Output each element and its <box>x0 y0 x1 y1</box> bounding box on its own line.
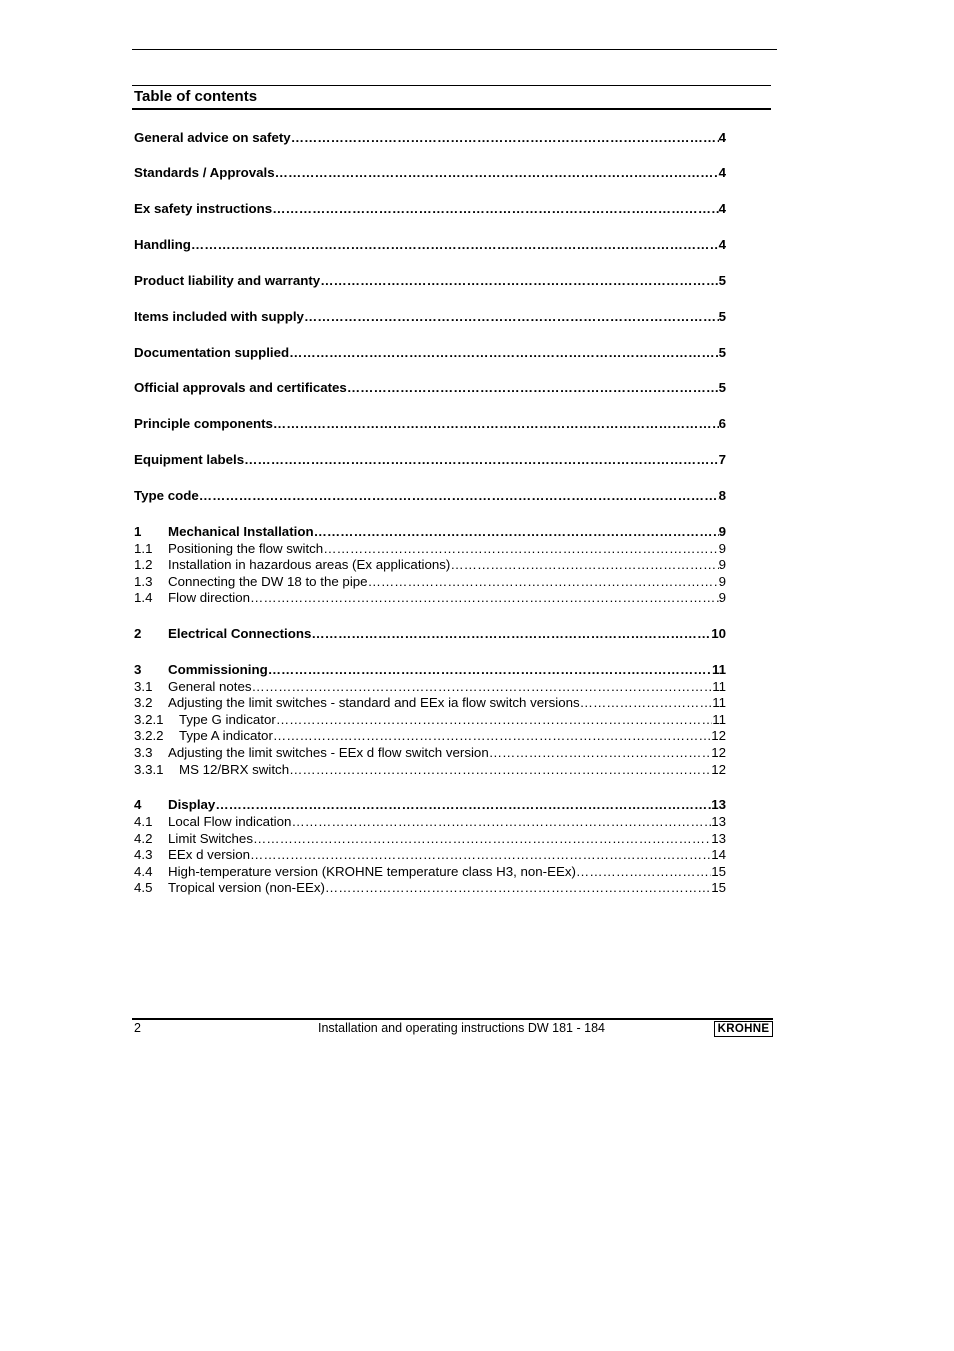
toc-entry[interactable] <box>134 661 726 678</box>
toc-leader-dots <box>199 487 719 504</box>
toc-entry[interactable] <box>134 540 726 557</box>
toc-leader-dots <box>250 589 719 606</box>
toc-entry[interactable] <box>134 796 726 813</box>
toc-entry-page: 13 <box>711 814 726 829</box>
toc-leader-dots <box>576 863 711 880</box>
toc-leader-dots <box>268 661 712 678</box>
page-title: Table of contents <box>134 88 258 105</box>
toc-entry[interactable] <box>134 487 726 504</box>
toc-leader-dots <box>314 523 719 540</box>
toc-leader-dots <box>276 711 712 728</box>
heading-rule-bottom <box>132 108 771 110</box>
toc-entry-page: 11 <box>712 712 726 727</box>
toc-entry-page: 9 <box>718 574 726 589</box>
toc-entry-page: 8 <box>718 488 726 503</box>
toc-leader-dots <box>347 379 719 396</box>
krohne-logo: KROHNE <box>714 1021 773 1037</box>
toc-leader-dots <box>252 678 713 695</box>
toc-entry[interactable] <box>134 379 726 396</box>
toc-leader-dots <box>273 415 719 432</box>
toc-leader-dots <box>320 272 718 289</box>
toc-entry[interactable] <box>134 813 726 830</box>
toc-entry-number: 3 <box>134 662 142 677</box>
toc-leader-dots <box>368 573 719 590</box>
toc-entry-page: 10 <box>711 626 726 641</box>
toc-entry[interactable] <box>134 761 726 778</box>
toc-entry[interactable] <box>134 846 726 863</box>
footer-rule <box>132 1018 773 1020</box>
toc-leader-dots <box>580 694 713 711</box>
toc-entry[interactable] <box>134 879 726 896</box>
toc-entry-title: Positioning the flow switch <box>168 541 324 556</box>
toc-entry-title: Official approvals and certificates <box>134 380 347 395</box>
toc-entry-title: Documentation supplied <box>134 345 290 360</box>
toc-entry[interactable] <box>134 573 726 590</box>
toc-entry-title: Mechanical Installation <box>168 524 314 539</box>
toc-entry[interactable] <box>134 678 726 695</box>
toc-entry-page: 15 <box>711 864 726 879</box>
toc-entry-title: Product liability and warranty <box>134 273 321 288</box>
toc-entry-title: Adjusting the limit switches - EEx d flow switch version <box>168 745 489 760</box>
toc-leader-dots <box>215 796 711 813</box>
toc-entry-page: 9 <box>718 590 726 605</box>
toc-entry[interactable] <box>134 744 726 761</box>
toc-entry[interactable] <box>134 308 726 325</box>
toc-entry-page: 5 <box>718 273 726 288</box>
toc-entry-page: 12 <box>711 745 726 760</box>
toc-entry-title: Display <box>168 797 216 812</box>
toc-leader-dots <box>273 727 711 744</box>
toc-entry-page: 15 <box>711 880 726 895</box>
toc-leader-dots <box>291 129 719 146</box>
toc-entry-number: 1.1 <box>134 541 153 556</box>
heading-rule-top <box>132 85 771 86</box>
footer-document-title: Installation and operating instructions DW 181 - 184 <box>318 1021 605 1035</box>
toc-entry[interactable] <box>134 272 726 289</box>
toc-entry-title: Type A indicator <box>179 728 273 743</box>
toc-entry-title: General notes <box>168 679 252 694</box>
toc-entry-title: Items included with supply <box>134 309 304 324</box>
toc-leader-dots <box>275 164 719 181</box>
toc-entry[interactable] <box>134 830 726 847</box>
toc-entry[interactable] <box>134 164 726 181</box>
toc-entry-number: 1.3 <box>134 574 153 589</box>
toc-entry-page: 14 <box>711 847 726 862</box>
toc-entry-page: 4 <box>718 237 726 252</box>
toc-leader-dots <box>244 451 719 468</box>
toc-entry-title: Type code <box>134 488 199 503</box>
toc-entry-number: 1 <box>134 524 142 539</box>
toc-entry[interactable] <box>134 344 726 361</box>
toc-entry-title: MS 12/BRX switch <box>179 762 290 777</box>
toc-entry[interactable] <box>134 711 726 728</box>
toc-entry-number: 3.2.1 <box>134 712 164 727</box>
toc-leader-dots <box>253 830 711 847</box>
toc-entry-title: Installation in hazardous areas (Ex applications) <box>168 557 451 572</box>
toc-leader-dots <box>289 344 718 361</box>
toc-entry-title: Commissioning <box>168 662 268 677</box>
toc-entry[interactable] <box>134 236 726 253</box>
toc-entry-page: 7 <box>718 452 726 467</box>
toc-leader-dots <box>250 846 711 863</box>
toc-leader-dots <box>323 540 718 557</box>
toc-entry-number: 3.2 <box>134 695 153 710</box>
toc-leader-dots <box>311 625 711 642</box>
toc-entry-number: 4.5 <box>134 880 153 895</box>
toc-entry-page: 13 <box>711 831 726 846</box>
toc-entry-title: EEx d version <box>168 847 251 862</box>
toc-entry-page: 13 <box>711 797 726 812</box>
toc-entry-title: Electrical Connections <box>168 626 312 641</box>
footer-page-number: 2 <box>134 1021 141 1035</box>
toc-entry-number: 3.3 <box>134 745 153 760</box>
toc-leader-dots <box>489 744 711 761</box>
toc-entry[interactable] <box>134 200 726 217</box>
toc-entry-title: Standards / Approvals <box>134 165 275 180</box>
toc-entry-page: 4 <box>718 165 726 180</box>
toc-leader-dots <box>191 236 719 253</box>
toc-entry-page: 12 <box>711 728 726 743</box>
toc-entry-page: 4 <box>718 201 726 216</box>
toc-entry[interactable] <box>134 415 726 432</box>
toc-entry-number: 4.3 <box>134 847 153 862</box>
toc-entry[interactable] <box>134 523 726 540</box>
toc-entry-title: Adjusting the limit switches - standard and EEx ia flow switch versions <box>168 695 580 710</box>
toc-entry[interactable] <box>134 129 726 146</box>
toc-entry-number: 1.2 <box>134 557 153 572</box>
toc-entry-number: 2 <box>134 626 142 641</box>
toc-entry-page: 11 <box>712 695 726 710</box>
toc-entry-page: 5 <box>718 380 726 395</box>
toc-entry-title: Equipment labels <box>134 452 245 467</box>
toc-entry-page: 12 <box>711 762 726 777</box>
toc-entry-title: Limit Switches <box>168 831 253 846</box>
toc-entry[interactable] <box>134 694 726 711</box>
toc-entry-page: 9 <box>718 524 726 539</box>
toc-entry-title: Type G indicator <box>179 712 276 727</box>
toc-entry-page: 11 <box>711 662 726 677</box>
toc-entry-number: 3.1 <box>134 679 153 694</box>
toc-entry-page: 9 <box>718 557 726 572</box>
toc-entry[interactable] <box>134 556 726 573</box>
toc-entry-title: Tropical version (non-EEx) <box>168 880 325 895</box>
toc-entry-title: Local Flow indication <box>168 814 292 829</box>
toc-entry[interactable] <box>134 625 726 642</box>
toc-entry-number: 4.1 <box>134 814 153 829</box>
toc-entry-number: 3.2.2 <box>134 728 164 743</box>
toc-leader-dots <box>325 879 711 896</box>
toc-entry-title: Flow direction <box>168 590 251 605</box>
toc-entry[interactable] <box>134 727 726 744</box>
toc-entry-page: 6 <box>718 416 726 431</box>
toc-entry-title: General advice on safety <box>134 130 291 145</box>
toc-entry-title: High-temperature version (KROHNE temperature class H3, non-EEx) <box>168 864 576 879</box>
toc-leader-dots <box>304 308 719 325</box>
toc-entry-number: 4 <box>134 797 142 812</box>
toc-entry-number: 4.2 <box>134 831 153 846</box>
toc-entry-title: Principle components <box>134 416 273 431</box>
toc-entry-page: 4 <box>718 130 726 145</box>
toc-entry-page: 5 <box>718 309 726 324</box>
toc-leader-dots <box>272 200 718 217</box>
toc-entry-title: Ex safety instructions <box>134 201 273 216</box>
toc-leader-dots <box>289 761 711 778</box>
toc-entry-number: 4.4 <box>134 864 153 879</box>
top-rule <box>132 49 777 50</box>
toc-entry-number: 3.3.1 <box>134 762 164 777</box>
toc-entry-title: Connecting the DW 18 to the pipe <box>168 574 368 589</box>
toc-entry-page: 9 <box>718 541 726 556</box>
toc-entry[interactable] <box>134 863 726 880</box>
toc-leader-dots <box>450 556 718 573</box>
toc-entry[interactable] <box>134 589 726 606</box>
toc-entry-number: 1.4 <box>134 590 153 605</box>
toc-entry[interactable] <box>134 451 726 468</box>
toc-entry-page: 11 <box>712 679 726 694</box>
toc-entry-page: 5 <box>718 345 726 360</box>
toc-leader-dots <box>291 813 711 830</box>
toc-entry-title: Handling <box>134 237 191 252</box>
